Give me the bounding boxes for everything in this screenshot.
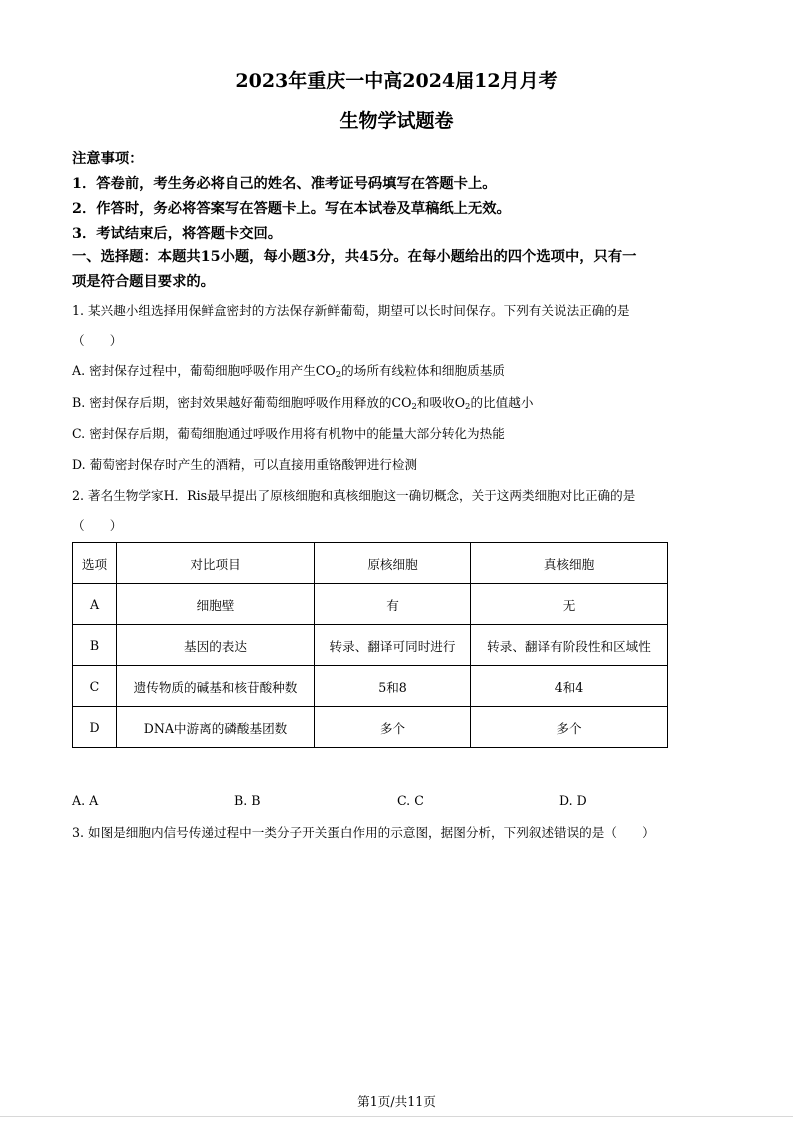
notice-item: 1．答卷前，考生务必将自己的姓名、准考证号码填写在答题卡上。 xyxy=(72,176,497,192)
exam-subtitle: 生物学试题卷 xyxy=(339,110,454,132)
table-header-cell: 对比项目 xyxy=(117,543,315,584)
table-cell: 遗传物质的碱基和核苷酸种数 xyxy=(117,666,315,707)
table-cell: 多个 xyxy=(315,707,471,748)
table-row xyxy=(73,625,668,666)
table-header-cell: 原核细胞 xyxy=(315,543,471,584)
notice-item: 2．作答时，务必将答案写在答题卡上。写在本试卷及草稿纸上无效。 xyxy=(72,201,511,217)
q2-stem: 2. 著名生物学家H．Ris最早提出了原核细胞和真核细胞这一确切概念，关于这两类细胞对比正确的是 xyxy=(72,488,636,503)
table-row xyxy=(73,666,668,707)
table-cell: 转录、翻译有阶段性和区域性 xyxy=(471,625,668,666)
bottom-divider xyxy=(0,1116,793,1117)
table-cell: 有 xyxy=(315,584,471,625)
table-cell: 5和8 xyxy=(315,666,471,707)
q2-blank: （ ） xyxy=(72,518,123,533)
page-number: 第1页/共11页 xyxy=(357,1094,436,1109)
table-cell: A xyxy=(73,584,117,625)
table-cell: C xyxy=(73,666,117,707)
section-heading-cont: 项是符合题目要求的。 xyxy=(72,274,215,290)
table-cell: 基因的表达 xyxy=(117,625,315,666)
table-cell: B xyxy=(73,625,117,666)
q2-option-d: D. D xyxy=(559,793,587,808)
q1-blank: （ ） xyxy=(72,333,123,348)
notice-heading: 注意事项： xyxy=(72,151,144,167)
q2-option-b: B. B xyxy=(234,793,261,808)
table-cell: DNA中游离的磷酸基团数 xyxy=(117,707,315,748)
table-row xyxy=(73,707,668,748)
table-header-cell: 选项 xyxy=(73,543,117,584)
comparison-table xyxy=(72,542,668,748)
table-cell: 4和4 xyxy=(471,666,668,707)
q1-stem: 1. 某兴趣小组选择用保鲜盒密封的方法保存新鲜葡萄，期望可以长时间保存。下列有关说法正确的是 xyxy=(72,303,630,318)
exam-title: 2023年重庆一中高2024届12月月考 xyxy=(235,70,558,92)
table-cell: 无 xyxy=(471,584,668,625)
q1-option-d: D. 葡萄密封保存时产生的酒精，可以直接用重铬酸钾进行检测 xyxy=(72,457,418,472)
notice-item: 3．考试结束后，将答题卡交回。 xyxy=(72,226,283,242)
table-cell: D xyxy=(73,707,117,748)
table-row xyxy=(73,584,668,625)
table-header-cell: 真核细胞 xyxy=(471,543,668,584)
q3-stem: 3. 如图是细胞内信号传递过程中一类分子开关蛋白作用的示意图，据图分析，下列叙述错误的是（ ） xyxy=(72,825,655,840)
table-cell: 转录、翻译可同时进行 xyxy=(315,625,471,666)
table-cell: 细胞壁 xyxy=(117,584,315,625)
q2-option-c: C. C xyxy=(397,793,424,808)
q1-option-c: C. 密封保存后期，葡萄细胞通过呼吸作用将有机物中的能量大部分转化为热能 xyxy=(72,426,505,441)
section-heading: 一、选择题：本题共15小题，每小题3分，共45分。在每小题给出的四个选项中，只有一 xyxy=(72,249,637,265)
q2-option-a: A. A xyxy=(72,793,99,808)
table-header-row xyxy=(73,543,668,584)
q1-option-a: A. 密封保存过程中，葡萄细胞呼吸作用产生$CO_2$的场所有线粒体和细胞质基质 xyxy=(72,363,505,380)
table-cell: 多个 xyxy=(471,707,668,748)
q1-option-b: B. 密封保存后期，密封效果越好葡萄细胞呼吸作用释放的$CO_2$和吸收$O_2$的比值越小 xyxy=(72,395,534,412)
